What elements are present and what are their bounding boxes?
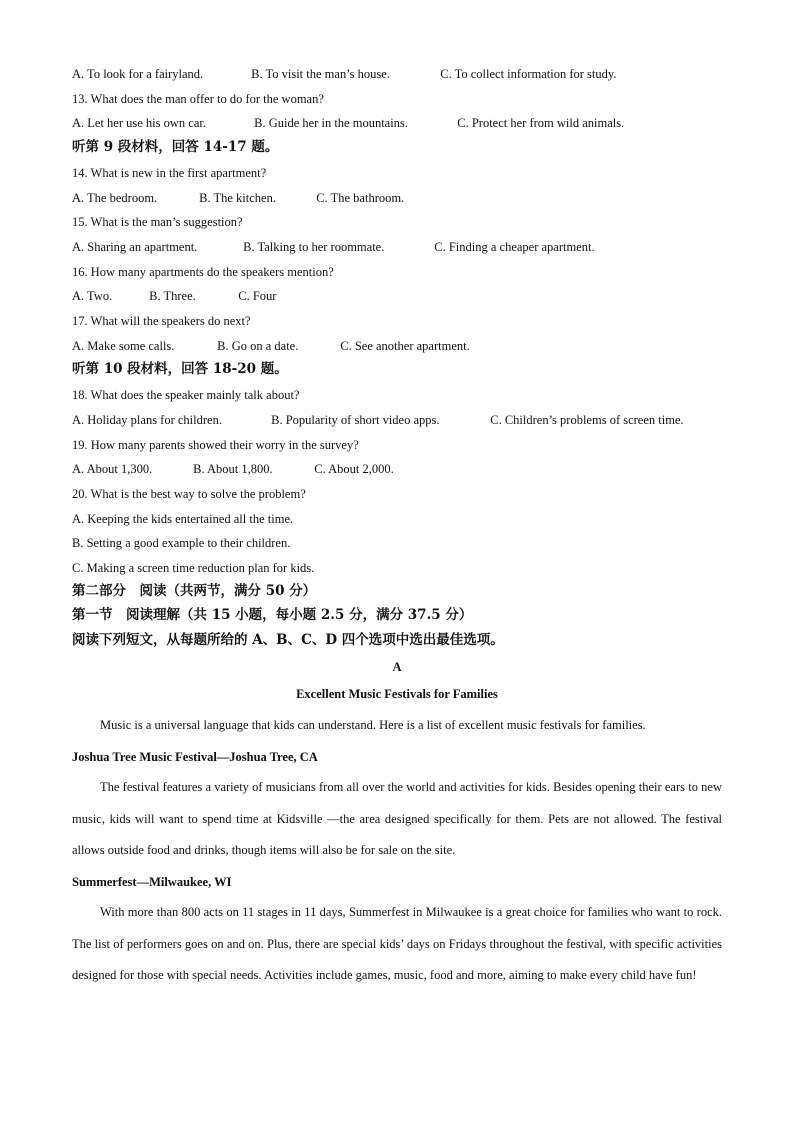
q16-option-a: A. Two. [72,289,113,303]
q20-option-c: C. Making a screen time reduction plan for kids. [72,561,315,575]
q20-option-b: B. Setting a good example to their children. [72,536,291,550]
q18-option-b: B. Popularity of short video apps. [271,413,440,427]
section-10-heading: 听第 10 段材料，回答 18-20 题。 [72,361,288,377]
q14-option-b: B. The kitchen. [199,191,276,205]
q14-options [72,190,404,206]
q13-option-b: B. Guide her in the mountains. [254,116,408,130]
q18-option-a: A. Holiday plans for children. [72,413,222,427]
q16-option-b: B. Three. [149,289,196,303]
part-two-section-one-heading: 第一节 阅读理解（共 15 小题，每小题 2.5 分，满分 37.5 分） [72,607,473,623]
q12-options [72,66,616,82]
passage-letter: A [392,660,402,674]
reading-instruction: 阅读下列短文，从每题所给的 A、B、C、D 四个选项中选出最佳选项。 [72,632,504,648]
q18-question: 18. What does the speaker mainly talk about? [72,388,300,402]
q20-question: 20. What is the best way to solve the problem? [72,487,306,501]
q13-option-a: A. Let her use his own car. [72,116,206,130]
q12-option-a: A. To look for a fairyland. [72,67,204,81]
q17-option-c: C. See another apartment. [340,339,470,353]
q13-options [72,115,624,131]
q17-options [72,338,470,354]
q15-question: 15. What is the man’s suggestion? [72,215,243,229]
q15-option-c: C. Finding a cheaper apartment. [434,240,595,254]
q19-option-a: A. About 1,300. [72,462,153,476]
q12-option-c: C. To collect information for study. [440,67,617,81]
q20-option-a: A. Keeping the kids entertained all the time. [72,512,294,526]
q14-option-a: A. The bedroom. [72,191,158,205]
q14-question: 14. What is new in the first apartment? [72,166,267,180]
q15-option-b: B. Talking to her roommate. [243,240,385,254]
festival-1-text: The festival features a variety of musicians from all over the world and activities for kids. Besides opening their ears to new music, kids will want to spend time at Kidsville —the area designed specifically for them. Pets are not allowed. The festival allows outside food and drinks, though items will also be for sale on the site. [72,780,722,857]
q19-question: 19. How many parents showed their worry in the survey? [72,438,359,452]
q16-options [72,288,276,304]
q12-option-b: B. To visit the man’s house. [251,67,390,81]
q17-option-b: B. Go on a date. [217,339,299,353]
section-9-heading: 听第 9 段材料，回答 14-17 题。 [72,139,279,155]
q15-options [72,239,595,255]
q19-options [72,461,394,477]
q16-option-c: C. Four [238,289,277,303]
festival-1-heading: Joshua Tree Music Festival—Joshua Tree, CA [72,750,318,764]
festival-2-heading: Summerfest—Milwaukee, WI [72,875,232,889]
passage-intro: Music is a universal language that kids can understand. Here is a list of excellent music festivals for families. [100,718,646,732]
q13-question: 13. What does the man offer to do for the woman? [72,92,324,106]
q19-option-c: C. About 2,000. [314,462,394,476]
q17-question: 17. What will the speakers do next? [72,314,251,328]
part-two-heading: 第二部分 阅读（共两节，满分 50 分） [72,583,317,599]
q19-option-b: B. About 1,800. [193,462,273,476]
q17-option-a: A. Make some calls. [72,339,175,353]
q15-option-a: A. Sharing an apartment. [72,240,198,254]
q16-question: 16. How many apartments do the speakers mention? [72,265,334,279]
q14-option-c: C. The bathroom. [316,191,405,205]
q18-options [72,412,684,428]
passage-title: Excellent Music Festivals for Families [296,687,498,701]
q13-option-c: C. Protect her from wild animals. [457,116,625,130]
q18-option-c: C. Children’s problems of screen time. [490,413,684,427]
festival-2-text: With more than 800 acts on 11 stages in 11 days, Summerfest in Milwaukee is a great choice for families who want to rock. The list of performers goes on and on. Plus, there are special kids’ days on Fridays throughout the festival, with specific activities designed for those with special needs. Activities include games, music, food and more, aiming to make every child have fun! [72,905,722,982]
